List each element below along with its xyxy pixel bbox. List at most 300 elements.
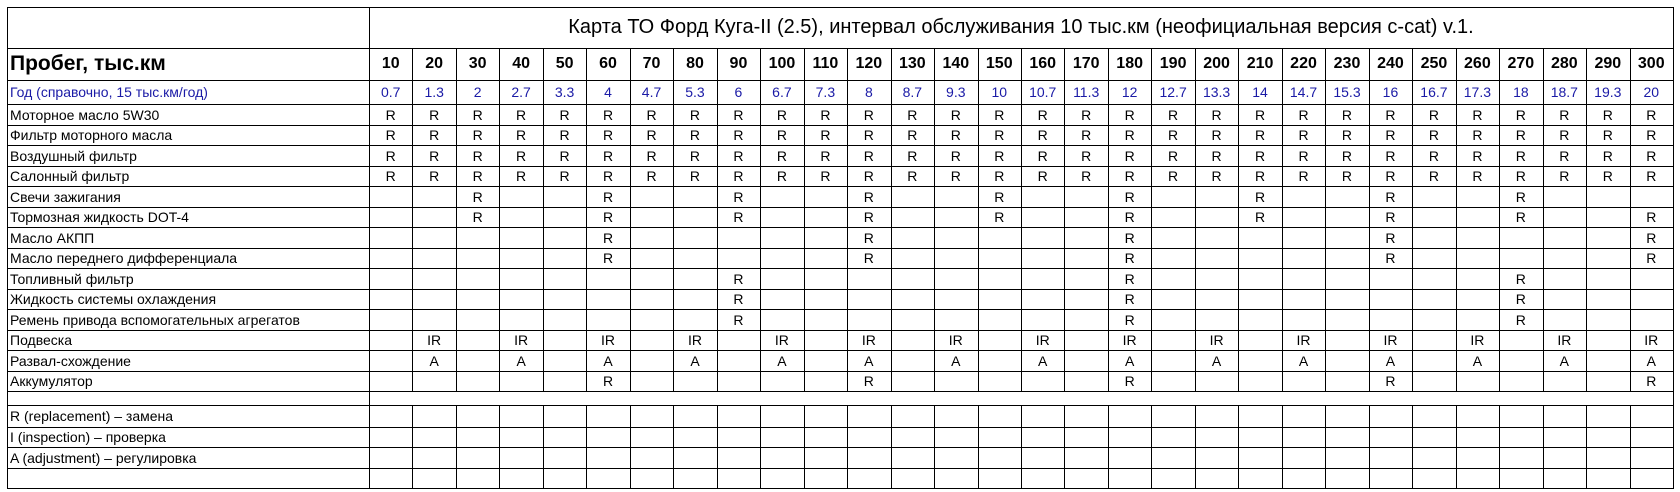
grid-line-v (1412, 405, 1413, 489)
service-mark-cell (1021, 207, 1064, 227)
service-mark-cell: R (385, 106, 396, 123)
service-mark-cell: R (820, 106, 831, 123)
service-mark-cell: R (429, 106, 440, 123)
service-mark-cell (1151, 350, 1194, 371)
year-cell: 8.7 (902, 84, 923, 100)
service-mark-cell (978, 371, 1021, 391)
service-mark-cell (1325, 268, 1368, 289)
service-mark-cell: R (1211, 106, 1222, 123)
year-cell: 2.7 (511, 84, 531, 100)
service-mark-cell (1021, 309, 1064, 330)
service-mark-cell: R (1254, 209, 1266, 225)
service-item-label: Тормозная жидкость DOT-4 (10, 209, 189, 225)
service-mark-cell (804, 227, 847, 248)
service-mark-cell: R (689, 147, 701, 164)
mileage-header-cell: 30 (468, 55, 487, 72)
year-cell: 17.3 (1463, 84, 1491, 100)
service-mark-cell: A (1646, 352, 1656, 369)
service-mark-cell (456, 309, 499, 330)
service-mark-cell: R (1254, 188, 1266, 205)
service-mark-cell (499, 289, 542, 309)
service-mark-cell (543, 227, 586, 248)
service-mark-cell (1543, 207, 1586, 227)
service-mark-cell: R (1081, 106, 1092, 123)
service-mark-cell (630, 289, 673, 309)
service-mark-cell (630, 227, 673, 248)
mileage-header-cell: 10 (381, 55, 400, 72)
service-mark-cell (1064, 330, 1107, 350)
service-mark-cell: R (1124, 147, 1135, 164)
grid-line-v (1238, 405, 1239, 489)
service-mark-cell: R (1646, 373, 1657, 389)
service-mark-cell (934, 371, 977, 391)
service-mark-cell: R (1124, 168, 1135, 184)
service-mark-cell: R (1385, 209, 1396, 225)
service-mark-cell: R (1124, 127, 1135, 143)
service-mark-cell (630, 309, 673, 330)
service-mark-cell (978, 289, 1021, 309)
service-mark-cell (717, 227, 760, 248)
grid-line-v (891, 405, 892, 489)
service-mark-cell (1543, 371, 1586, 391)
service-mark-cell: R (1385, 168, 1396, 184)
service-mark-cell (1282, 371, 1325, 391)
service-mark-cell (934, 289, 977, 309)
service-mark-cell (934, 248, 977, 268)
service-mark-cell (1586, 207, 1629, 227)
service-mark-cell (978, 248, 1021, 268)
service-mark-cell (1325, 371, 1368, 391)
service-mark-cell: A (1472, 352, 1483, 369)
year-cell: 15.3 (1333, 84, 1361, 100)
service-mark-cell (1064, 289, 1107, 309)
service-mark-cell: R (646, 168, 657, 184)
service-mark-cell (1325, 309, 1368, 330)
service-mark-cell (630, 207, 673, 227)
service-mark-cell: A (1124, 352, 1135, 369)
service-mark-cell: R (1385, 373, 1396, 389)
service-mark-cell (1586, 371, 1629, 391)
grid-line-v (1499, 405, 1500, 489)
service-mark-cell: IR (948, 332, 963, 348)
service-mark-cell: R (1602, 147, 1613, 164)
service-mark-cell (1021, 289, 1064, 309)
service-item-label: Развал-схождение (10, 352, 131, 369)
service-mark-cell: R (1211, 127, 1222, 143)
service-mark-cell (804, 350, 847, 371)
mileage-header-cell: 250 (1420, 55, 1448, 72)
service-mark-cell: R (1515, 168, 1526, 184)
service-mark-cell: R (559, 106, 570, 123)
service-mark-cell (1064, 186, 1107, 207)
service-mark-cell: IR (427, 332, 442, 348)
grid-line-v (978, 405, 979, 489)
service-mark-cell (891, 227, 934, 248)
service-mark-cell (673, 207, 716, 227)
service-mark-cell (1325, 207, 1368, 227)
service-mark-cell (1238, 350, 1281, 371)
service-mark-cell: IR (1557, 332, 1572, 348)
service-mark-cell (630, 268, 673, 289)
service-mark-cell: R (472, 168, 483, 184)
service-mark-cell: R (1124, 373, 1135, 389)
service-mark-cell: R (1472, 106, 1483, 123)
service-mark-cell (673, 186, 716, 207)
service-mark-cell: A (1559, 352, 1569, 369)
service-mark-cell: A (951, 352, 961, 369)
mileage-header-cell: 300 (1637, 55, 1665, 72)
service-mark-cell: R (385, 168, 396, 184)
service-mark-cell: R (1037, 168, 1048, 184)
service-mark-cell (1543, 186, 1586, 207)
service-mark-cell (1064, 268, 1107, 289)
service-mark-cell: R (863, 127, 874, 143)
service-mark-cell: R (1081, 127, 1092, 143)
service-mark-cell (1151, 186, 1194, 207)
grid-line-h (7, 488, 1673, 489)
mileage-header-cell: 260 (1464, 55, 1491, 72)
service-mark-cell (1195, 227, 1238, 248)
year-cell: 0.7 (380, 84, 401, 100)
year-cell: 8 (864, 84, 873, 100)
service-mark-cell: R (1602, 106, 1613, 123)
service-mark-cell: R (863, 250, 874, 266)
service-mark-cell (412, 186, 455, 207)
service-mark-cell: R (559, 147, 570, 164)
service-mark-cell: R (1559, 127, 1570, 143)
service-mark-cell (1543, 227, 1586, 248)
service-mark-cell (1412, 330, 1455, 350)
service-mark-cell: R (950, 127, 961, 143)
service-mark-cell (1543, 248, 1586, 268)
service-mark-cell (804, 309, 847, 330)
service-mark-cell (891, 309, 934, 330)
mileage-header-cell: 210 (1246, 55, 1274, 72)
service-mark-cell (1151, 371, 1194, 391)
service-mark-cell: IR (1644, 332, 1659, 348)
service-mark-cell: R (733, 106, 744, 123)
service-mark-cell: R (1646, 229, 1657, 246)
service-mark-cell: R (1515, 209, 1526, 225)
service-mark-cell: R (733, 209, 744, 225)
service-mark-cell (1064, 350, 1107, 371)
service-item-label: Ремень привода вспомогательных агрегатов (10, 311, 300, 328)
service-mark-cell (1412, 371, 1455, 391)
service-mark-cell: R (863, 168, 874, 184)
service-mark-cell: R (1298, 168, 1309, 184)
service-mark-cell: R (1081, 168, 1092, 184)
service-mark-cell (456, 268, 499, 289)
grid-line-v (1325, 405, 1326, 489)
service-mark-cell: R (689, 168, 701, 184)
legend-entry: A (adjustment) – регулировка (10, 449, 197, 466)
service-mark-cell (412, 207, 455, 227)
service-mark-cell: R (994, 127, 1005, 143)
service-item-label: Салонный фильтр (10, 168, 130, 184)
service-mark-cell (1151, 289, 1194, 309)
service-mark-cell: R (820, 168, 831, 184)
legend-entry: R (replacement) – замена (10, 408, 174, 424)
service-mark-cell (1630, 289, 1673, 309)
service-mark-cell: R (1341, 147, 1353, 164)
mileage-header-cell: 240 (1377, 55, 1404, 72)
grid-line-v (456, 405, 457, 489)
year-cell: 18.7 (1550, 84, 1578, 100)
grid-line-v (1195, 405, 1196, 489)
service-mark-cell: R (516, 106, 527, 123)
service-mark-cell (891, 207, 934, 227)
service-mark-cell (1325, 350, 1368, 371)
mileage-header-cell: 110 (812, 55, 839, 72)
service-mark-cell (456, 350, 499, 371)
service-mark-cell (630, 330, 673, 350)
year-cell: 12 (1121, 84, 1138, 100)
service-mark-cell: R (1515, 106, 1526, 123)
service-mark-cell (1586, 289, 1629, 309)
service-mark-cell: R (733, 291, 744, 307)
year-cell: 20 (1643, 84, 1660, 100)
service-mark-cell: R (516, 168, 527, 184)
service-mark-cell: R (1385, 250, 1396, 266)
grid-line-v (934, 405, 935, 489)
service-mark-cell: R (559, 127, 570, 143)
mileage-header-cell: 40 (512, 55, 531, 72)
service-mark-cell (804, 289, 847, 309)
mileage-header-cell: 160 (1029, 55, 1057, 72)
service-mark-cell: R (1168, 147, 1179, 164)
service-mark-cell (847, 309, 890, 330)
year-cell: 4 (604, 84, 612, 100)
service-mark-cell (891, 186, 934, 207)
service-mark-cell (1543, 268, 1586, 289)
service-mark-cell: R (776, 147, 787, 164)
service-mark-cell (543, 350, 586, 371)
service-mark-cell (717, 330, 760, 350)
grid-line-v (630, 405, 631, 489)
service-mark-cell: R (429, 168, 440, 184)
year-cell: 11.3 (1073, 84, 1100, 100)
service-mark-cell: A (1211, 352, 1222, 369)
service-mark-cell: R (602, 106, 614, 123)
service-mark-cell (978, 350, 1021, 371)
service-mark-cell (1064, 371, 1107, 391)
year-cell: 14.7 (1289, 84, 1318, 100)
service-mark-cell: R (994, 188, 1005, 205)
mileage-header-cell: 90 (729, 55, 748, 72)
service-mark-cell: R (602, 147, 614, 164)
service-mark-cell (1499, 227, 1542, 248)
year-cell: 5.3 (685, 84, 705, 100)
grid-line-v (586, 405, 587, 489)
service-mark-cell: R (1124, 270, 1135, 287)
service-mark-cell (456, 289, 499, 309)
service-mark-cell (1325, 186, 1368, 207)
grid-line-v (1282, 405, 1283, 489)
service-mark-cell: R (516, 147, 527, 164)
service-mark-cell: R (429, 147, 440, 164)
service-mark-cell: R (1559, 168, 1570, 184)
service-mark-cell (1586, 248, 1629, 268)
service-mark-cell (1456, 371, 1499, 391)
service-mark-cell (1456, 227, 1499, 248)
service-mark-cell: R (1037, 127, 1048, 143)
service-mark-cell: R (1254, 168, 1266, 184)
service-mark-cell (804, 207, 847, 227)
service-mark-cell (978, 330, 1021, 350)
service-mark-cell: R (1124, 311, 1135, 328)
service-mark-cell (1195, 248, 1238, 268)
service-mark-cell (1456, 248, 1499, 268)
service-mark-cell: R (950, 106, 961, 123)
service-mark-cell: R (1298, 147, 1309, 164)
service-mark-cell: R (385, 127, 396, 143)
service-mark-cell (673, 248, 716, 268)
service-mark-cell: R (1428, 127, 1439, 143)
service-mark-cell (499, 268, 542, 289)
service-mark-cell (1412, 268, 1455, 289)
grid-line-v (673, 405, 674, 489)
mileage-header-cell: 220 (1290, 55, 1317, 72)
service-mark-cell (1151, 309, 1194, 330)
mileage-header-cell: 80 (686, 55, 704, 72)
service-item-label: Масло переднего дифференциала (10, 250, 238, 266)
service-mark-cell (586, 289, 629, 309)
service-mark-cell (891, 350, 934, 371)
service-mark-cell: R (472, 127, 483, 143)
service-mark-cell (1021, 268, 1064, 289)
service-item-label: Фильтр моторного масла (10, 127, 173, 143)
service-mark-cell (1282, 248, 1325, 268)
service-mark-cell: R (646, 147, 657, 164)
mileage-header-cell: 50 (555, 55, 574, 72)
service-mark-cell (1064, 227, 1107, 248)
service-mark-cell (1456, 289, 1499, 309)
service-mark-cell (1456, 207, 1499, 227)
service-mark-cell (456, 330, 499, 350)
service-mark-cell: R (1515, 270, 1526, 287)
service-mark-cell: R (1385, 127, 1396, 143)
service-mark-cell (1630, 268, 1673, 289)
service-mark-cell (369, 371, 412, 391)
service-mark-cell (673, 309, 716, 330)
service-mark-cell: R (1646, 106, 1657, 123)
year-cell: 13.3 (1202, 84, 1231, 100)
service-mark-cell: A (1298, 352, 1309, 369)
service-mark-cell: R (472, 147, 483, 164)
service-mark-cell (369, 309, 412, 330)
service-mark-cell (1586, 350, 1629, 371)
grid-line-v (1151, 405, 1152, 489)
service-mark-cell: R (602, 209, 614, 225)
service-mark-cell: R (472, 209, 483, 225)
grid-line-v (804, 405, 805, 489)
service-item-label: Топливный фильтр (10, 270, 134, 287)
service-mark-cell (630, 186, 673, 207)
service-mark-cell: R (907, 127, 918, 143)
year-row-label: Год (справочно, 15 тыс.км/год) (10, 84, 208, 100)
service-mark-cell (891, 330, 934, 350)
service-mark-cell (1325, 248, 1368, 268)
service-mark-cell (1412, 350, 1455, 371)
service-mark-cell (934, 227, 977, 248)
service-mark-cell: R (1472, 168, 1483, 184)
service-mark-cell (1282, 268, 1325, 289)
service-mark-cell (1325, 330, 1368, 350)
service-mark-cell: R (646, 127, 657, 143)
service-mark-cell: R (1515, 291, 1526, 307)
service-mark-cell: A (864, 352, 874, 369)
service-mark-cell (412, 227, 455, 248)
service-item-label: Масло АКПП (10, 229, 95, 246)
service-mark-cell (1586, 330, 1629, 350)
service-mark-cell: R (907, 147, 918, 164)
service-mark-cell (456, 227, 499, 248)
service-mark-cell (543, 186, 586, 207)
service-mark-cell (586, 309, 629, 330)
service-mark-cell (1282, 186, 1325, 207)
service-mark-cell: IR (1383, 332, 1398, 348)
service-mark-cell (1195, 186, 1238, 207)
service-mark-cell (1282, 207, 1325, 227)
year-cell: 6 (734, 84, 743, 100)
mileage-header-cell: 290 (1594, 55, 1622, 72)
service-mark-cell (1456, 186, 1499, 207)
service-mark-cell (1499, 371, 1542, 391)
service-mark-cell (1021, 248, 1064, 268)
service-mark-cell (1499, 350, 1542, 371)
service-mark-cell: IR (1470, 332, 1485, 348)
service-mark-cell (543, 371, 586, 391)
mileage-header-cell: 270 (1507, 55, 1535, 72)
service-mark-cell: R (1385, 147, 1396, 164)
service-mark-cell: R (863, 229, 874, 246)
service-mark-cell (1586, 227, 1629, 248)
service-mark-cell (1151, 248, 1194, 268)
service-mark-cell: R (776, 106, 787, 123)
service-mark-cell: R (820, 127, 831, 143)
service-mark-cell: R (559, 168, 570, 184)
mileage-header-cell: 20 (425, 55, 444, 72)
service-mark-cell: R (1559, 147, 1570, 164)
service-mark-cell: R (1385, 229, 1396, 246)
service-mark-cell (499, 227, 542, 248)
service-mark-cell: R (1124, 106, 1135, 123)
service-item-label: Аккумулятор (10, 373, 93, 389)
service-item-label: Подвеска (10, 332, 72, 348)
service-mark-cell (1021, 371, 1064, 391)
service-mark-cell (543, 309, 586, 330)
service-mark-cell (760, 268, 803, 289)
service-mark-cell: R (994, 209, 1005, 225)
service-mark-cell: R (429, 127, 440, 143)
service-mark-cell (369, 248, 412, 268)
service-mark-cell: R (1168, 127, 1179, 143)
service-mark-cell (1151, 268, 1194, 289)
grid-line-v (1543, 405, 1544, 489)
service-mark-cell: R (994, 147, 1005, 164)
grid-line-v (1108, 405, 1109, 489)
service-mark-cell: R (1428, 168, 1439, 184)
service-mark-cell (1586, 268, 1629, 289)
service-mark-cell: R (950, 168, 961, 184)
service-mark-cell (412, 371, 455, 391)
mileage-header-cell: 140 (942, 55, 970, 72)
service-mark-cell: R (863, 147, 874, 164)
service-mark-cell (1238, 371, 1281, 391)
year-cell: 4.7 (641, 84, 662, 100)
service-mark-cell (543, 268, 586, 289)
service-mark-cell (456, 371, 499, 391)
